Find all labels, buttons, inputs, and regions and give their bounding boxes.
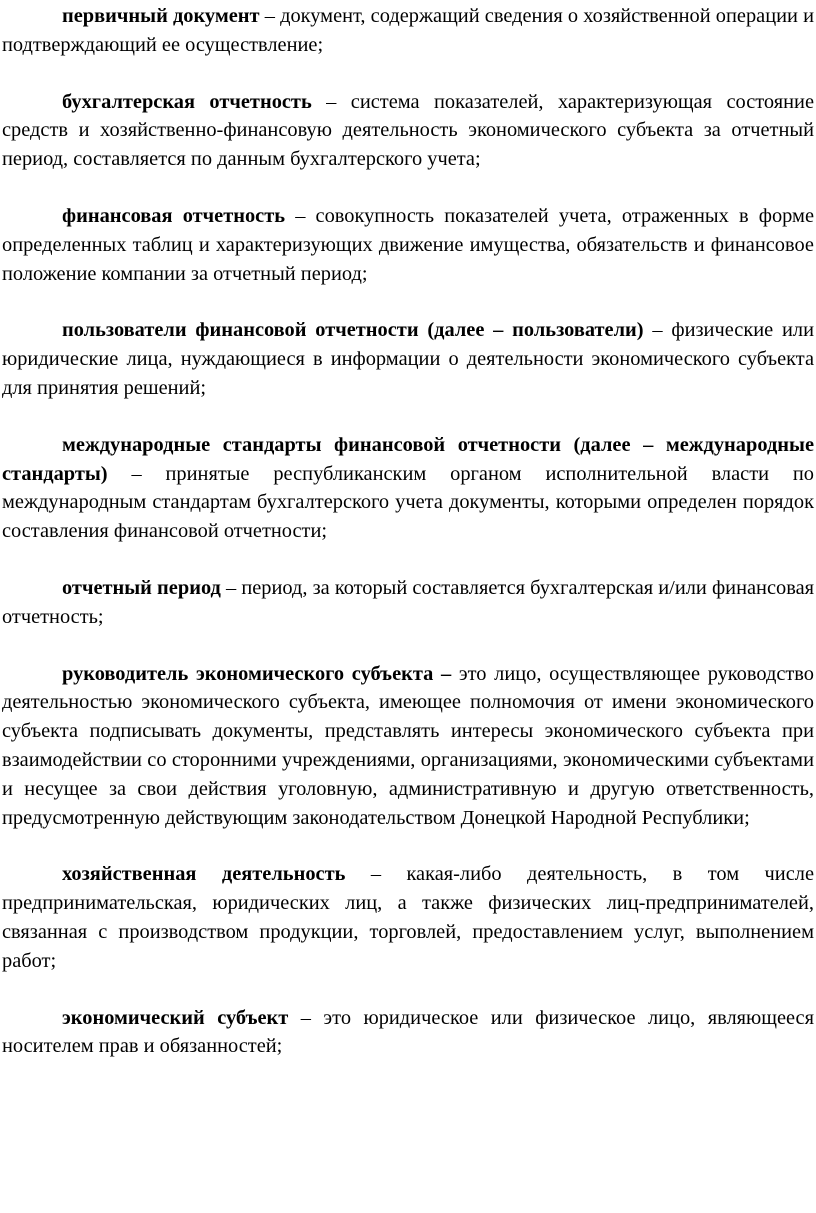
definition-financial-reporting [2, 202, 814, 288]
definition-text: это лицо, осуществляющее руководство деятельностью экономического субъекта, имеющее полномочия от имени экономического субъекта подписывать документы, представлять интересы экономического субъекта при взаимодействии со сторонними учреждениями, организациями, экономическими субъектами и несущее за свои действия уголовную, административную и другую ответственность, предусмотренную действующим законодательством Донецкой Народной Республики; [2, 662, 814, 829]
definition-text: – это юридическое или физическое лицо, являющееся носителем прав и обязанностей; [2, 1006, 814, 1058]
definition-text: – совокупность показателей учета, отраженных в форме определенных таблиц и характеризующих движение имущества, обязательств и финансовое положение компании за отчетный период; [2, 204, 814, 285]
definition-text: – документ, содержащий сведения о хозяйственной операции и подтверждающий ее осуществление; [2, 5, 814, 56]
definition-text: – принятые республиканским органом исполнительной власти по международным стандартам бухгалтерского учета документы, которыми определен порядок составления финансовой отчетности; [2, 462, 814, 543]
definition-accounting-reporting [2, 88, 814, 174]
term: хозяйственная деятельность [62, 863, 346, 886]
definition-text: – физические или юридические лица, нуждающиеся в информации о деятельности экономического субъекта для принятия решений; [2, 319, 814, 399]
term: пользователи финансовой отчетности (далее – пользователи) [62, 319, 644, 342]
definition-economic-activity [2, 860, 814, 975]
term: бухгалтерская отчетность [62, 90, 312, 113]
term: отчетный период [62, 576, 221, 599]
definition-head-of-entity [2, 660, 814, 833]
document-page [0, 2, 816, 1213]
definition-reporting-period [2, 574, 814, 632]
definition-economic-entity [2, 1004, 814, 1062]
term: финансовая отчетность [62, 204, 286, 227]
term: экономический субъект [62, 1006, 289, 1029]
definition-text: – система показателей, характеризующая состояние средств и хозяйственно-финансовую деятельность экономического субъекта за отчетный период, составляется по данным бухгалтерского учета; [2, 90, 814, 171]
term: международные стандарты финансовой отчетности (далее – международные стандарты) [2, 433, 814, 485]
term: руководитель экономического субъекта – [62, 662, 452, 685]
definition-users [2, 316, 814, 402]
definition-international-standards [2, 431, 814, 546]
definition-primary-document [2, 2, 814, 60]
definition-text: – период, за который составляется бухгалтерская и/или финансовая отчетность; [2, 576, 814, 628]
definition-text: – какая-либо деятельность, в том числе предпринимательская, юридических лиц, а также физических лиц-предпринимателей, связанная с производством продукции, торговлей, предоставлением услуг, выполнением работ; [2, 863, 814, 972]
term: первичный документ [62, 5, 260, 27]
